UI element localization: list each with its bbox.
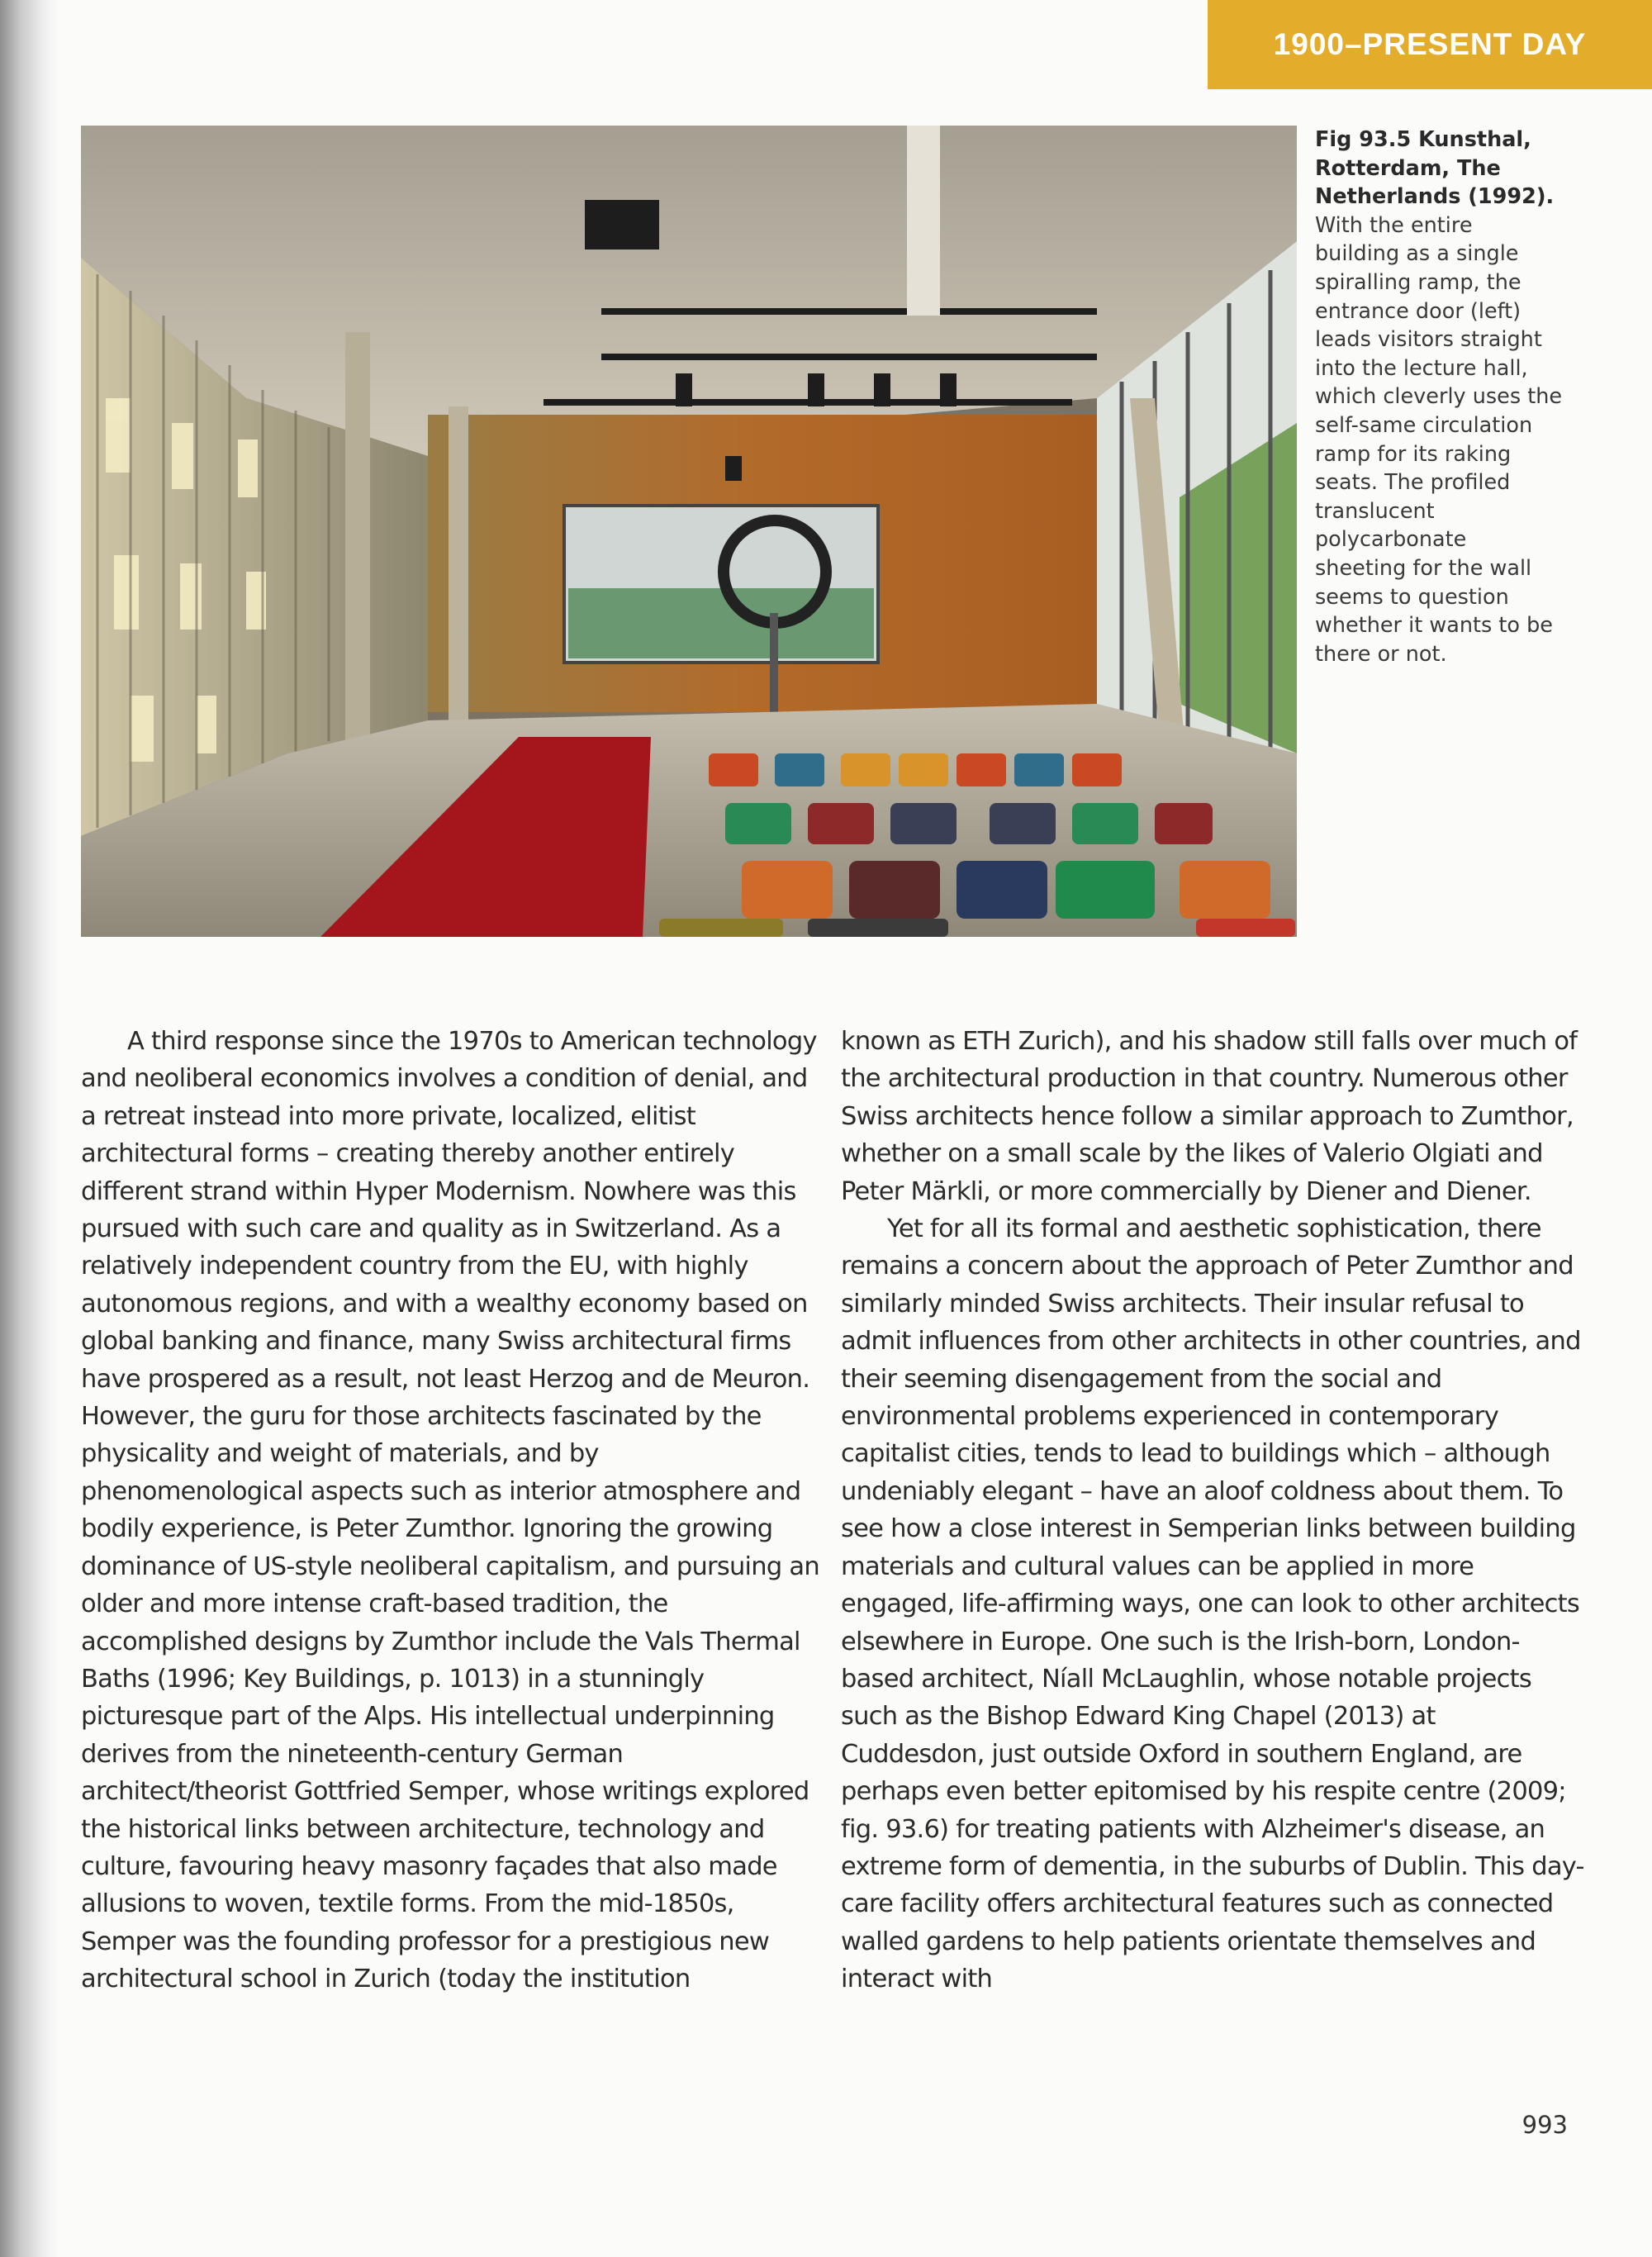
body-column-left <box>81 1023 826 1998</box>
body-paragraph: known as ETH Zurich), and his shadow still falls over much of the architectural production in that country. Numerous other Swiss architects hence follow a similar approach to Zumthor, whether on a small scale by the likes of Valerio Olgiati and Peter Märkli, or more commercially by Diener and Diener. <box>841 1027 1578 1206</box>
caption-title: Fig 93.5 Kunsthal, Rotterdam, The Netherlands (1992). <box>1315 127 1555 210</box>
body-paragraph: A third response since the 1970s to American technology and neoliberal economics involves a condition of denial, and a retreat instead into more private, localized, elitist architectural forms – creating thereby another entirely different strand within Hyper Modernism. Nowhere was this pursued with such care and quality as in Switzerland. As a relatively independent country from the EU, with highly autonomous regions, and with a wealthy economy based on global banking and finance, many Swiss architectural firms have prospered as a result, not least Herzog and de Meuron. However, the guru for those architects fascinated by the physicality and weight of materials, and by phenomenological aspects such as interior atmosphere and bodily experience, is Peter Zumthor. Ignoring the growing dominance of US-style neoliberal capitalism, and pursuing an older and more intense craft-based tradition, the accomplished designs by Zumthor include the Vals Thermal Baths (1996; Key Buildings, p. 1013) in a stunningly picturesque part of the Alps. His intellectual underpinning derives from the nineteenth-century German architect/theorist Gottfried Semper, whose writings explored the historical links between architecture, technology and culture, favouring heavy masonry façades that also made allusions to woven, textile forms. From the mid-1850s, Semper was the founding professor for a prestigious new architectural school in Zurich (today the institution <box>81 1027 819 1994</box>
body-paragraph: Yet for all its formal and aesthetic sophistication, there remains a concern about the approach of Peter Zumthor and similarly minded Swiss architects. Their insular refusal to admit influences from other architects in other countries, and their seeming disengagement from the social and environmental problems experienced in contemporary capitalist cities, tends to lead to buildings which – although undeniably elegant – have an aloof coldness about them. To see how a close interest in Semperian links between building materials and cultural values can be applied in more engaged, life-affirming ways, one can look to other architects elsewhere in Europe. One such is the Irish-born, London-based architect, Níall McLaughlin, whose notable projects such as the Bishop Edward King Chapel (2013) at Cuddesdon, just outside Oxford in southern England, are perhaps even better epitomised by his respite centre (2009; fig. 93.6) for treating patients with Alzheimer's disease, an extreme form of dementia, in the suburbs of Dublin. This day-care facility offers architectural features such as connected walled gardens to help patients orientate themselves and interact with <box>841 1214 1584 1994</box>
concrete-column <box>345 332 370 795</box>
section-title: 1900–PRESENT DAY <box>1273 27 1587 61</box>
page-gutter-shadow <box>0 0 58 2257</box>
photo-illustration <box>81 126 1297 937</box>
kunsthal-lecture-hall-photo <box>81 126 1297 937</box>
figure-caption <box>1315 126 1563 668</box>
page-number: 993 <box>1521 2111 1568 2139</box>
curtain <box>907 126 940 316</box>
body-column-right <box>841 1023 1586 1998</box>
caption-text: With the entire building as a single spiralling ramp, the entrance door (left) leads visitors straight into the lecture hall, which cleverly uses the self-same circulation ramp for its raking seats. The profiled translucent polycarbonate sheeting for the wall seems to question whether it wants to be there or not. <box>1315 212 1563 667</box>
section-header-tab <box>1208 0 1652 89</box>
